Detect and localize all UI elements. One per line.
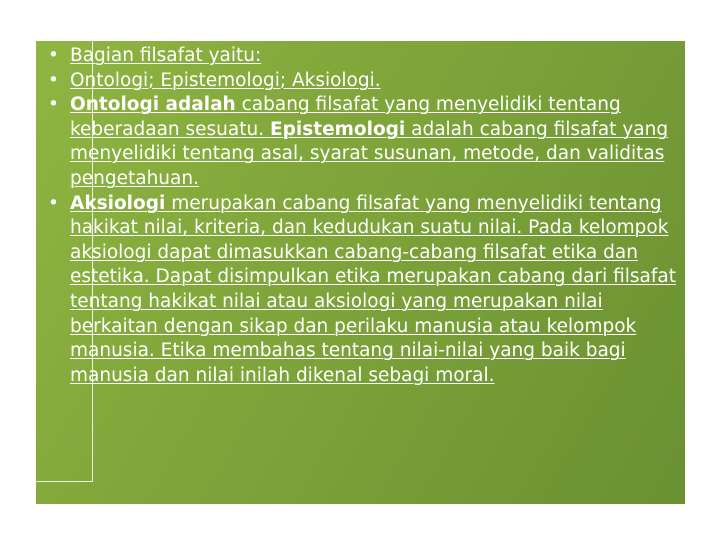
bullet-dot: • xyxy=(48,69,59,91)
bullet-item-1 xyxy=(36,44,676,69)
bullet-item-2 xyxy=(36,69,676,94)
decorative-horizontal-line xyxy=(36,481,93,482)
bullet-dot: • xyxy=(48,94,59,116)
bullet-text: Bagian filsafat yaitu: xyxy=(70,45,262,66)
term-ontologi: Ontologi adalah xyxy=(70,94,236,116)
bullet-text: adalah cabang filsafat yang menyelidiki tentang asal, syarat susunan, metode, dan validitas pengetahuan. xyxy=(70,118,669,189)
term-aksiologi: Aksiologi xyxy=(70,192,166,214)
bullet-text: Ontologi; Epistemologi; Aksiologi. xyxy=(70,69,381,91)
bullet-dot: • xyxy=(48,45,59,66)
term-epistemologi: Epistemologi xyxy=(270,118,406,140)
bullet-item-4 xyxy=(36,192,676,389)
bullet-list xyxy=(36,44,676,388)
bullet-item-3 xyxy=(36,93,676,191)
bullet-text: cabang filsafat yang menyelidiki tentang keberadaan sesuatu. xyxy=(70,94,621,140)
bullet-text: merupakan cabang filsafat yang menyelidiki tentang hakikat nilai, kriteria, dan kedudukan suatu nilai. Pada kelompok aksiologi dapat dimasukkan cabang-cabang filsafat etika dan estetika. Dapat disimpulkan etika merupakan cabang dari filsafat tentang hakikat nilai atau aksiologi yang merupakan nilai berkaitan dengan sikap dan perilaku manusia atau kelompok manusia. Etika membahas tentang nilai-nilai yang baik bagi manusia dan nilai inilah dikenal sebagi moral. xyxy=(70,192,676,386)
bullet-dot: • xyxy=(48,192,59,214)
